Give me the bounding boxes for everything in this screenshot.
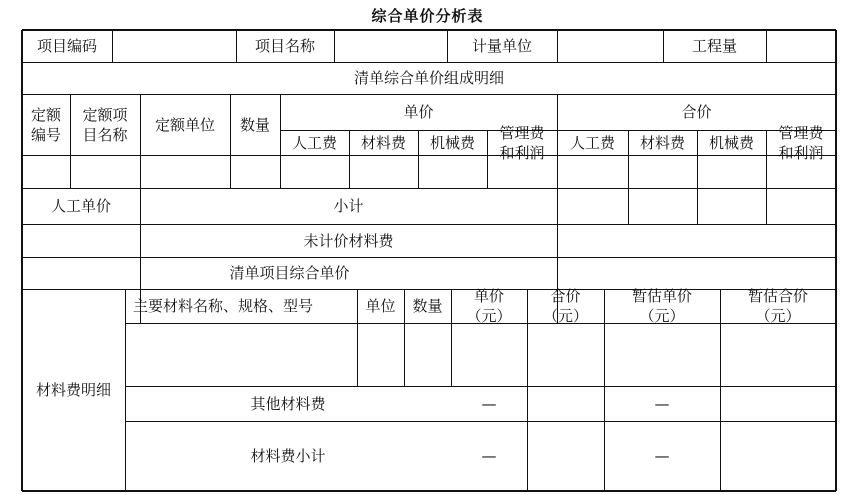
col-unit-material-fee: 材料费 [360, 133, 406, 152]
item-name-label: 项目名称 [254, 37, 315, 55]
table-rule [628, 155, 629, 188]
material-total-price-col: 合价 （元） [542, 287, 588, 325]
other-materials-label: 其他材料费 [250, 394, 326, 413]
detail-section-title: 清单综合单价组成明细 [353, 69, 504, 87]
material-subtotal-label: 材料费小计 [250, 447, 326, 465]
table-rule [697, 188, 698, 224]
table-title: 综合单价分析表 [371, 7, 484, 25]
unit-label: 计量单位 [471, 37, 532, 55]
col-unit-mgmt-profit: 管理费 和利润 [499, 123, 545, 162]
table-rule [766, 155, 767, 188]
col-total-mgmt-profit: 管理费 和利润 [778, 123, 824, 162]
col-quota-name: 定额项 目名称 [82, 105, 128, 144]
material-est-total-price-col: 暂估合价 （元） [747, 287, 808, 325]
col-total-material-fee: 材料费 [639, 133, 685, 152]
col-unit-machine-fee: 机械费 [429, 133, 475, 152]
table-rule [487, 155, 488, 188]
table-rule [766, 188, 767, 224]
labor-unit-price-label: 人工单价 [50, 197, 111, 215]
table-rule [697, 155, 698, 188]
other-materials-est-unit-price-dash: — [654, 394, 670, 413]
table-rule [418, 155, 419, 188]
material-subtotal-unit-price-dash: — [481, 447, 497, 465]
item-code-label: 项目编码 [36, 37, 97, 55]
col-total-price-group: 合价 [681, 103, 712, 121]
material-subtotal-est-unit-price-dash: — [654, 447, 670, 465]
material-unit-price-col: 单价 （元） [466, 287, 512, 325]
col-unit-price-group: 单价 [403, 103, 434, 121]
table-rule [349, 155, 350, 188]
unit-price-analysis-table [22, 30, 836, 491]
material-name-spec-col: 主要材料名称、规格、型号 [133, 297, 314, 315]
unpriced-material-label: 未计价材料费 [303, 231, 394, 250]
subtotal-label: 小计 [333, 197, 364, 215]
combined-unit-price-label: 清单项目综合单价 [229, 264, 350, 282]
material-detail-label: 材料费明细 [35, 381, 111, 399]
col-total-machine-fee: 机械费 [708, 133, 754, 152]
col-quota-no: 定额 编号 [30, 105, 61, 144]
col-unit-labor-fee: 人工费 [291, 133, 337, 152]
other-materials-unit-price-dash: — [481, 394, 497, 413]
col-total-labor-fee: 人工费 [569, 133, 615, 152]
material-quantity-col: 数量 [412, 297, 443, 315]
col-quantity: 数量 [239, 115, 270, 134]
col-quota-unit: 定额单位 [154, 115, 215, 134]
material-est-unit-price-col: 暂估单价 （元） [631, 287, 692, 325]
material-unit-col: 单位 [365, 297, 396, 315]
table-rule [628, 188, 629, 224]
quantity-label: 工程量 [691, 37, 737, 55]
